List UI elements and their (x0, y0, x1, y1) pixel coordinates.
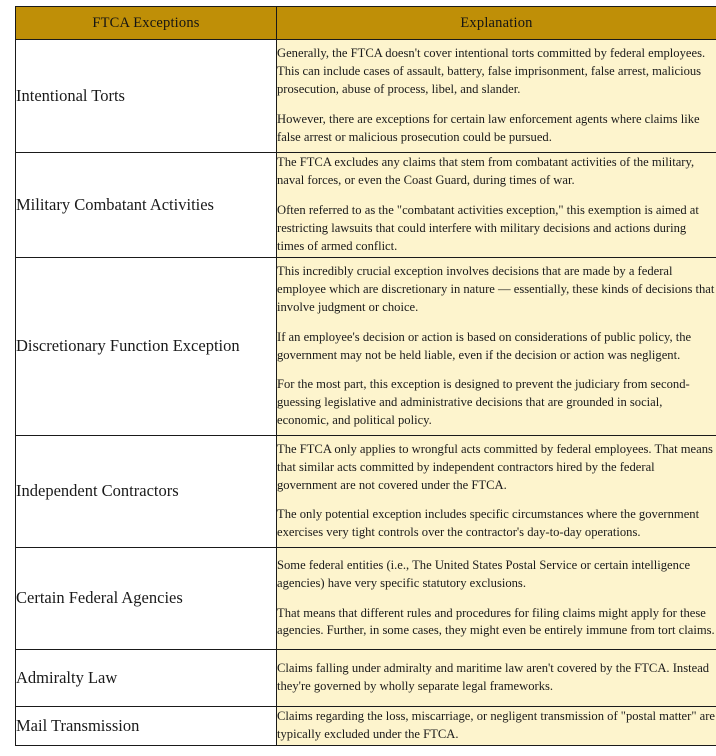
explanation-paragraph: Some federal entities (i.e., The United States Postal Service or certain intelligence agencies) have very specific statutory exclusions. (277, 557, 691, 590)
explanation-cell (277, 40, 716, 153)
table-row (16, 548, 716, 650)
explanation-paragraph: If an employee's decision or action is based on considerations of public policy, the government may not be held liable, even if the decision or action was negligent. (277, 329, 692, 362)
explanation-paragraph: Generally, the FTCA doesn't cover intentional torts committed by federal employees. This can include cases of assault, battery, false imprisonment, false arrest, malicious prosecution, abuse of process, libel, and slander. (277, 46, 706, 97)
exception-label: Intentional Torts (16, 40, 277, 153)
explanation-paragraph: The FTCA only applies to wrongful acts committed by federal employees. That means that similar acts committed by independent contractors hired by the federal government are not covered under the FTCA. (277, 441, 713, 492)
table-body (16, 40, 716, 746)
explanation-cell (277, 436, 716, 548)
explanation-paragraph: Often referred to as the "combatant activities exception," this exemption is aimed at restricting lawsuits that could interfere with military decisions and actions during times of armed conflict. (277, 203, 699, 253)
column-header-explanation: Explanation (277, 7, 716, 40)
explanation-paragraph: Claims regarding the loss, miscarriage, or negligent transmission of "postal matter" are typically excluded under the FTCA. (277, 709, 716, 741)
ftca-exceptions-table (15, 6, 716, 746)
explanation-cell (277, 707, 716, 746)
explanation-cell (277, 258, 716, 436)
explanation-paragraph: For the most part, this exception is designed to prevent the judiciary from second-guessing legislative and administrative decisions that are grounded in social, economic, and political policy. (277, 377, 690, 428)
table-row (16, 436, 716, 548)
table-header (16, 7, 716, 40)
exception-label: Discretionary Function Exception (16, 258, 277, 436)
exception-label: Admiralty Law (16, 650, 277, 707)
table-row (16, 153, 716, 258)
table-row (16, 258, 716, 436)
exception-label: Certain Federal Agencies (16, 548, 277, 650)
table-row (16, 40, 716, 153)
ftca-exceptions-table-wrapper (15, 6, 716, 751)
explanation-paragraph: This incredibly crucial exception involves decisions that are made by a federal employee which are discretionary in nature — essentially, these kinds of decisions that involve judgment or choice. (277, 264, 715, 314)
explanation-cell (277, 548, 716, 650)
explanation-paragraph: Claims falling under admiralty and maritime law aren't covered by the FTCA. Instead they're governed by wholly separate legal frameworks. (277, 661, 710, 693)
column-header-exceptions: FTCA Exceptions (16, 7, 277, 40)
exception-label: Independent Contractors (16, 436, 277, 548)
exception-label: Mail Transmission (16, 707, 277, 746)
explanation-cell (277, 650, 716, 707)
table-header-row (16, 7, 716, 40)
table-row (16, 650, 716, 707)
table-row (16, 707, 716, 746)
explanation-paragraph: That means that different rules and procedures for filing claims might apply for these agencies. Further, in some cases, they might even be entirely immune from tort claims. (277, 605, 715, 638)
exception-label: Military Combatant Activities (16, 153, 277, 258)
explanation-cell (277, 153, 716, 258)
explanation-paragraph: The only potential exception includes specific circumstances where the government exercises very tight controls over the contractor's day-to-day operations. (277, 507, 700, 540)
explanation-paragraph: However, there are exceptions for certain law enforcement agents where claims like false arrest or malicious prosecution could be pursued. (277, 111, 700, 144)
explanation-paragraph: The FTCA excludes any claims that stem from combatant activities of the military, naval forces, or even the Coast Guard, during times of war. (277, 155, 695, 188)
